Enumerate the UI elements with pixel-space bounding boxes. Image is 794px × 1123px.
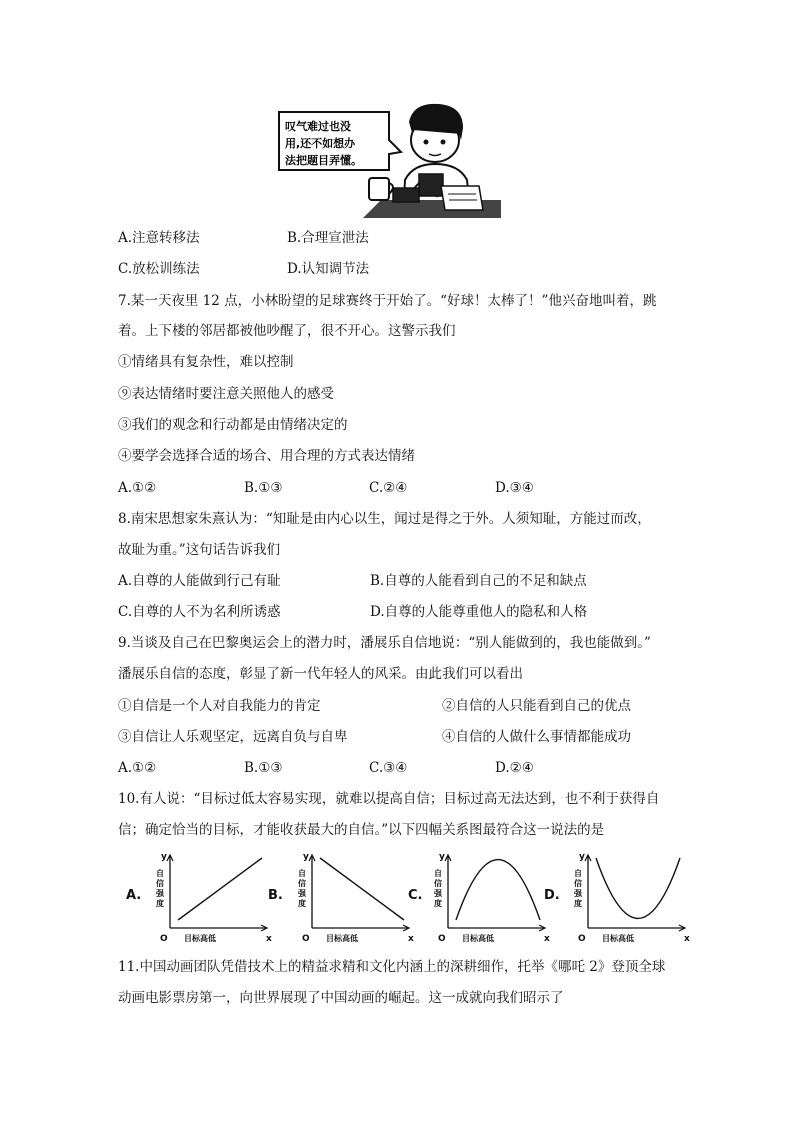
y-axis-label-char: 度 (298, 899, 306, 908)
graph-d (566, 850, 691, 945)
y-axis-label-char: 强 (434, 889, 442, 898)
graph-c (426, 850, 551, 945)
q9-option-d: D.②④ (495, 760, 534, 776)
q9-item-4: ④自信的人做什么事情都能成功 (442, 729, 631, 745)
x-axis-label: 目标高低 (184, 934, 216, 943)
y-axis-label-char: 信 (574, 879, 582, 888)
graph-a (148, 850, 273, 945)
y-axis-label-char: 度 (156, 899, 164, 908)
series-line (596, 858, 680, 918)
y-axis-label-char: 自 (434, 869, 442, 878)
y-axis-label-char: 度 (574, 899, 582, 908)
x-axis-label: 目标高低 (326, 934, 358, 943)
y-axis-label-char: 强 (156, 889, 164, 898)
q6-option-a: A.注意转移法 (118, 230, 200, 246)
bubble-line-2: 用,还不如想办 (285, 137, 356, 150)
q10-stem-line-1: 10.有人说：“目标过低太容易实现，就难以提高自信；目标过高无法达到，也不利于获得自 (118, 791, 660, 807)
q11-stem-line-2: 动画电影票房第一，向世界展现了中国动画的崛起。这一成就向我们昭示了 (118, 990, 564, 1006)
q7-option-c: C.②④ (369, 480, 408, 496)
bubble-line-1: 叹气难过也没 (285, 120, 351, 133)
graph-b (290, 850, 415, 945)
y-axis-label-char: 信 (156, 879, 164, 888)
q9-item-1: ①自信是一个人对自我能力的肯定 (118, 698, 321, 714)
y-axis-label-char: 信 (434, 879, 442, 888)
q7-option-b: B.①③ (244, 480, 283, 496)
q11-stem-line-1: 11.中国动画团队凭借技术上的精益求精和文化内涵上的深耕细作，托举《哪吒 2》登顶全球 (118, 959, 666, 975)
origin-label: O (438, 934, 446, 944)
x-axis-label: 目标高低 (462, 934, 494, 943)
x-axis-symbol: x (684, 934, 690, 944)
y-axis-symbol: y (303, 852, 309, 862)
x-axis-symbol: x (408, 934, 414, 944)
y-axis-label-char: 强 (574, 889, 582, 898)
q8-option-b: B.自尊的人能看到自己的不足和缺点 (370, 573, 587, 589)
q9-stem-line-2: 潘展乐自信的态度，彰显了新一代年轻人的风采。由此我们可以看出 (118, 666, 523, 682)
graph-label-b: B. (268, 888, 283, 903)
q6-option-d: D.认知调节法 (287, 261, 370, 277)
q9-option-c: C.③④ (369, 760, 408, 776)
series-line (178, 858, 262, 920)
graph-label-c: C. (408, 888, 423, 903)
series-line (456, 860, 540, 920)
q7-item-4: ④要学会选择合适的场合、用合理的方式表达情绪 (118, 448, 415, 464)
q7-item-2: ⑨表达情绪时要注意关照他人的感受 (118, 386, 334, 402)
y-axis-label-char: 强 (298, 889, 306, 898)
y-axis-symbol: y (161, 852, 167, 862)
graph-label-d: D. (544, 888, 560, 903)
q8-option-a: A.自尊的人能做到行己有耻 (118, 573, 281, 589)
x-axis-symbol: x (544, 934, 550, 944)
graph-label-a: A. (126, 888, 142, 903)
x-axis-label: 目标高低 (602, 934, 634, 943)
q9-stem-line-1: 9.当谈及自己在巴黎奥运会上的潜力时，潘展乐自信地说：“别人能做到的，我也能做到。” (118, 635, 651, 651)
q7-item-3: ③我们的观念和行动都是由情绪决定的 (118, 417, 348, 433)
q8-option-c: C.自尊的人不为名利所诱惑 (118, 604, 281, 620)
y-axis-label-char: 自 (298, 869, 306, 878)
q7-item-1: ①情绪具有复杂性，难以控制 (118, 354, 294, 370)
q8-stem-line-1: 8.南宋思想家朱熹认为：“知耻是由内心以生，闻过是得之于外。人须知耻，方能过而改， (118, 511, 651, 527)
q9-option-b: B.①③ (244, 760, 283, 776)
y-axis-label-char: 信 (298, 879, 306, 888)
series-line (320, 858, 404, 920)
q7-option-a: A.①② (118, 480, 157, 496)
q8-option-d: D.自尊的人能尊重他人的隐私和人格 (370, 604, 588, 620)
cartoon-illustration (273, 100, 501, 218)
q6-option-c: C.放松训练法 (118, 261, 200, 277)
y-axis-label-char: 自 (156, 869, 164, 878)
q7-stem-line-1: 7.某一天夜里 12 点，小林盼望的足球赛终于开始了。“好球！太棒了！”他兴奋地叫着，跳 (118, 293, 657, 309)
q9-item-2: ②自信的人只能看到自己的优点 (442, 698, 631, 714)
bubble-line-3: 法把题目弄懂。 (285, 154, 362, 167)
origin-label: O (160, 934, 168, 944)
q9-option-a: A.①② (118, 760, 157, 776)
q9-item-3: ③自信让人乐观坚定，远离自负与自卑 (118, 729, 348, 745)
q7-stem-line-2: 着。上下楼的邻居都被他吵醒了，很不开心。这警示我们 (118, 323, 456, 339)
q6-option-b: B.合理宣泄法 (287, 230, 369, 246)
q10-stem-line-2: 信；确定恰当的目标，才能收获最大的自信。”以下四幅关系图最符合这一说法的是 (118, 822, 605, 838)
y-axis-label-char: 自 (574, 869, 582, 878)
y-axis-label-char: 度 (434, 899, 442, 908)
origin-label: O (302, 934, 310, 944)
y-axis-symbol: y (579, 852, 585, 862)
y-axis-symbol: y (439, 852, 445, 862)
q7-option-d: D.③④ (495, 480, 534, 496)
q8-stem-line-2: 故耻为重。”这句话告诉我们 (118, 542, 281, 558)
origin-label: O (578, 934, 586, 944)
x-axis-symbol: x (266, 934, 272, 944)
